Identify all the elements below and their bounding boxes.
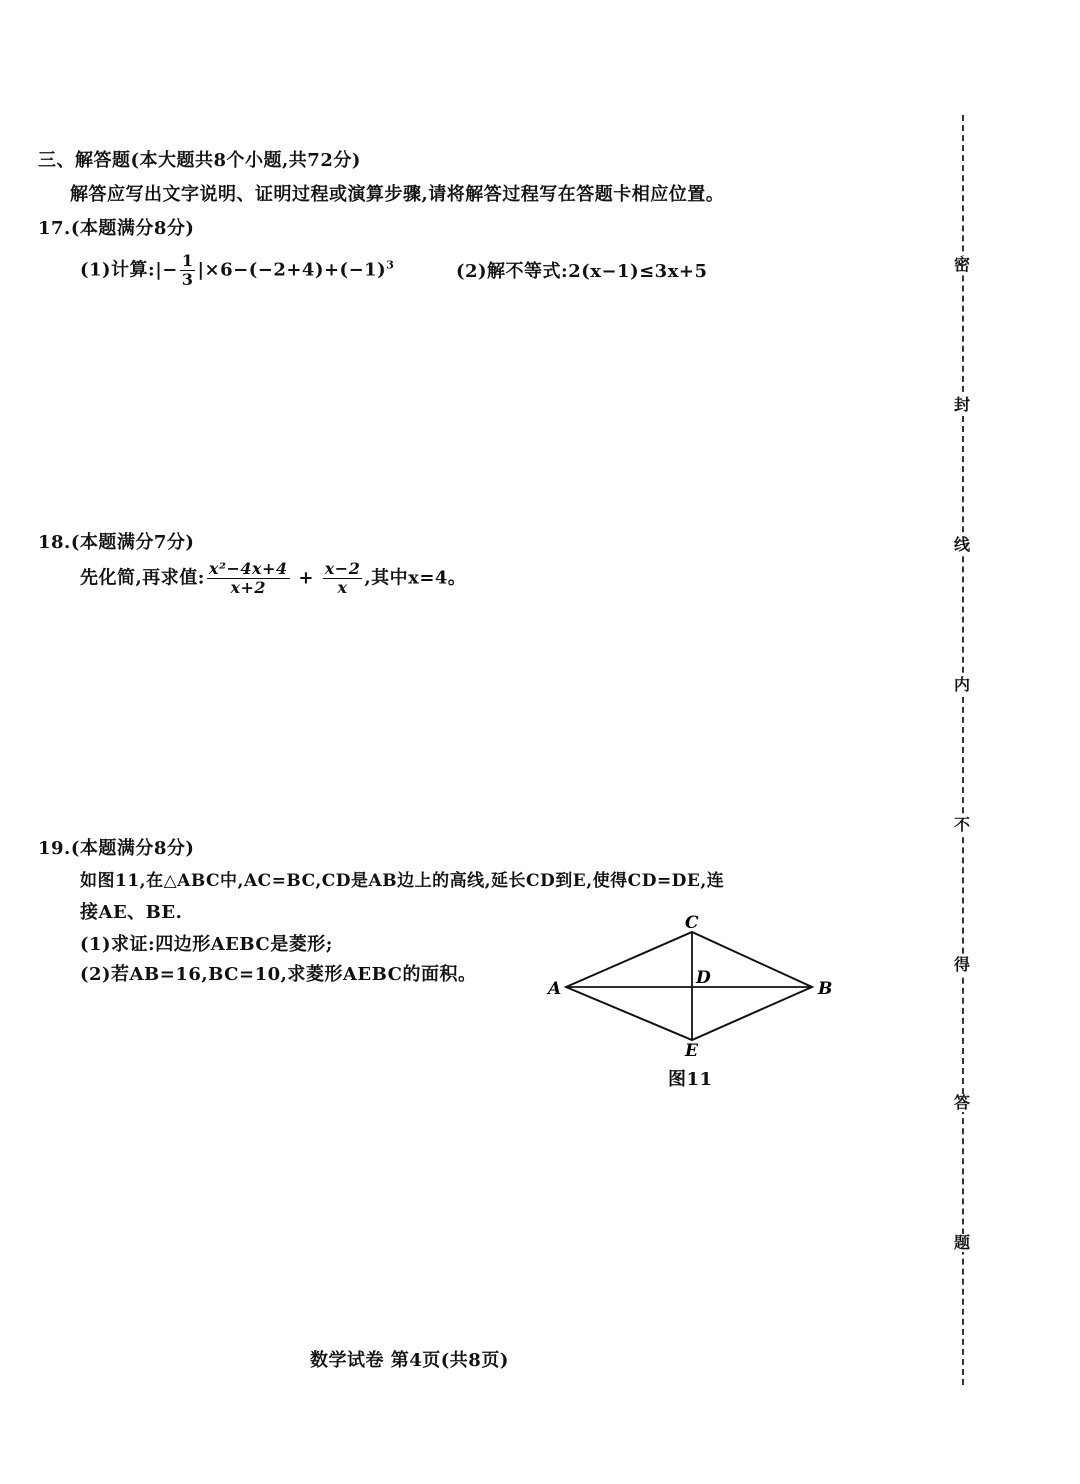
binding-char-2: 封 [954, 395, 971, 414]
binding-char-3: 线 [954, 535, 971, 554]
binding-dashed-line [962, 115, 964, 1385]
q17-header: 17.(本题满分8分) [38, 218, 195, 239]
q18-header: 18.(本题满分7分) [38, 532, 195, 553]
section-instruction: 解答应写出文字说明、证明过程或演算步骤,请将解答过程写在答题卡相应位置。 [70, 184, 725, 205]
q18-fraction-1 [207, 560, 290, 597]
q19-header: 19.(本题满分8分) [38, 838, 195, 859]
rhombus-figure [540, 910, 840, 1090]
binding-char-4: 内 [954, 675, 971, 694]
q17-fraction [180, 252, 196, 289]
rhombus-outline [566, 932, 812, 1040]
figure-caption: 图11 [668, 1069, 713, 1090]
q17-frac-num: 1 [181, 251, 194, 270]
q18-f1-num: x²−4x+4 [208, 559, 288, 578]
q19-part1: (1)求证:四边形AEBC是菱形; [80, 934, 333, 955]
label-d: D [696, 968, 711, 988]
q17-frac-den: 3 [181, 270, 194, 289]
q18-f1-den: x+2 [230, 578, 267, 597]
q17-part1-label: (1)计算:|− [80, 259, 178, 281]
binding-char-6: 得 [954, 955, 971, 974]
q18-lead: 先化简,再求值: [80, 567, 205, 589]
page-footer: 数学试卷 第4页(共8页) [310, 1350, 509, 1371]
label-a: A [548, 979, 562, 999]
q19-line2: 接AE、BE. [80, 902, 183, 923]
q17-exponent: 3 [386, 258, 395, 272]
label-e: E [685, 1041, 698, 1061]
binding-char-5: 不 [954, 815, 971, 834]
q19-line1: 如图11,在△ABC中,AC=BC,CD是AB边上的高线,延长CD到E,使得CD=DE,连 [80, 871, 725, 891]
label-b: B [818, 979, 833, 999]
q17-part1-rest: |×6−(−2+4)+(−1) [197, 259, 387, 281]
q18-plus: + [298, 567, 314, 589]
q17-part2: (2)解不等式:2(x−1)≤3x+5 [456, 261, 708, 282]
label-c: C [685, 913, 699, 933]
q17-part1 [80, 252, 394, 289]
q19-part2: (2)若AB=16,BC=10,求菱形AEBC的面积。 [80, 964, 477, 985]
q18-fraction-2 [323, 560, 363, 597]
q18-expression [80, 560, 466, 597]
q18-tail: ,其中x=4。 [364, 567, 467, 589]
binding-char-8: 题 [954, 1233, 971, 1252]
binding-char-7: 答 [954, 1093, 971, 1112]
section-title: 三、解答题(本大题共8个小题,共72分) [38, 150, 361, 171]
q18-f2-num: x−2 [324, 559, 361, 578]
binding-char-1: 密 [954, 255, 971, 274]
q18-f2-den: x [337, 578, 348, 597]
